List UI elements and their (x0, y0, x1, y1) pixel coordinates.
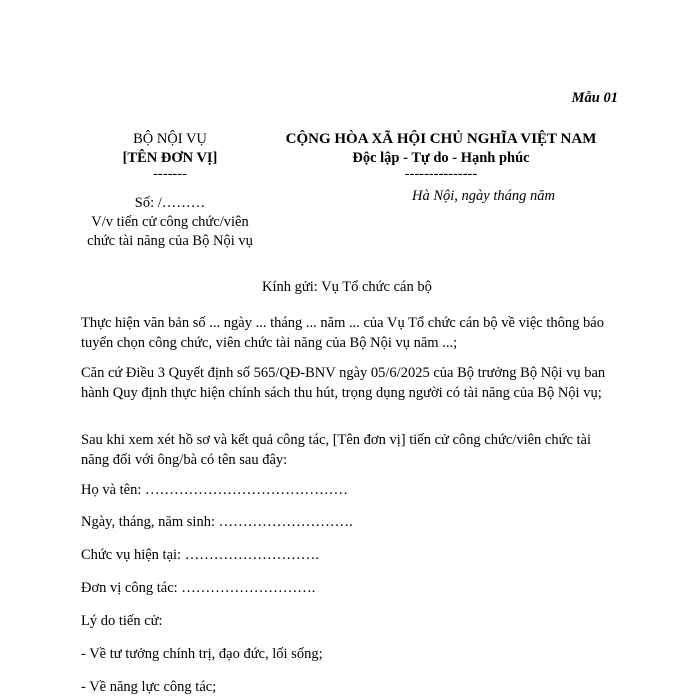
national-motto: Độc lập - Tự do - Hạnh phúc (352, 150, 530, 166)
motto-underline: --------------- (404, 166, 478, 182)
field-birth-date: Ngày, tháng, năm sinh: ………………………. (81, 514, 353, 530)
recipient: Kính gửi: Vụ Tổ chức cán bộ (262, 279, 432, 295)
subject-line-1: V/v tiến cử công chức/viên (91, 214, 249, 230)
paragraph-nomination: Sau khi xem xét hồ sơ và kết quả công tác, [Tên đơn vị] tiến cử công chức/viên chức tài năng đối với ông/bà có tên sau đây: (81, 432, 592, 468)
reason-politics: - Về tư tưởng chính trị, đạo đức, lối sống; (81, 646, 323, 662)
field-reason: Lý do tiến cử: (81, 613, 163, 629)
reason-capacity: - Về năng lực công tác; (81, 679, 217, 695)
place-date: Hà Nội, ngày tháng năm (412, 188, 555, 204)
paragraph-legal-basis: Căn cứ Điều 3 Quyết định số 565/QĐ-BNV ngày 05/6/2025 của Bộ trưởng Bộ Nội vụ ban hành Quy định thực hiện chính sách thu hút, trọng dụng người có tài năng của Bộ Nội vụ; (81, 365, 606, 401)
form-code: Mẫu 01 (571, 90, 618, 106)
subject-line-2: chức tài năng của Bộ Nội vụ (87, 233, 253, 249)
paragraph-reference: Thực hiện văn bản số ... ngày ... tháng ... năm ... của Vụ Tổ chức cán bộ về việc thông báo tuyển chọn công chức, viên chức tài năng của Bộ Nội vụ năm ...; (81, 315, 604, 351)
document-number: Số: /……… (134, 195, 206, 211)
country-name: CỘNG HÒA XÃ HỘI CHỦ NGHĨA VIỆT NAM (285, 131, 597, 147)
ministry-name: BỘ NỘI VỤ (133, 131, 207, 147)
field-position: Chức vụ hiện tại: ………………………. (81, 547, 319, 563)
issuer-header (80, 130, 260, 251)
field-full-name: Họ và tên: …………………………………… (81, 482, 349, 498)
national-header (262, 130, 620, 180)
issuer-underline: ------- (153, 166, 187, 182)
field-workplace: Đơn vị công tác: ………………………. (81, 580, 316, 596)
unit-name: [TÊN ĐƠN VỊ] (122, 150, 218, 166)
